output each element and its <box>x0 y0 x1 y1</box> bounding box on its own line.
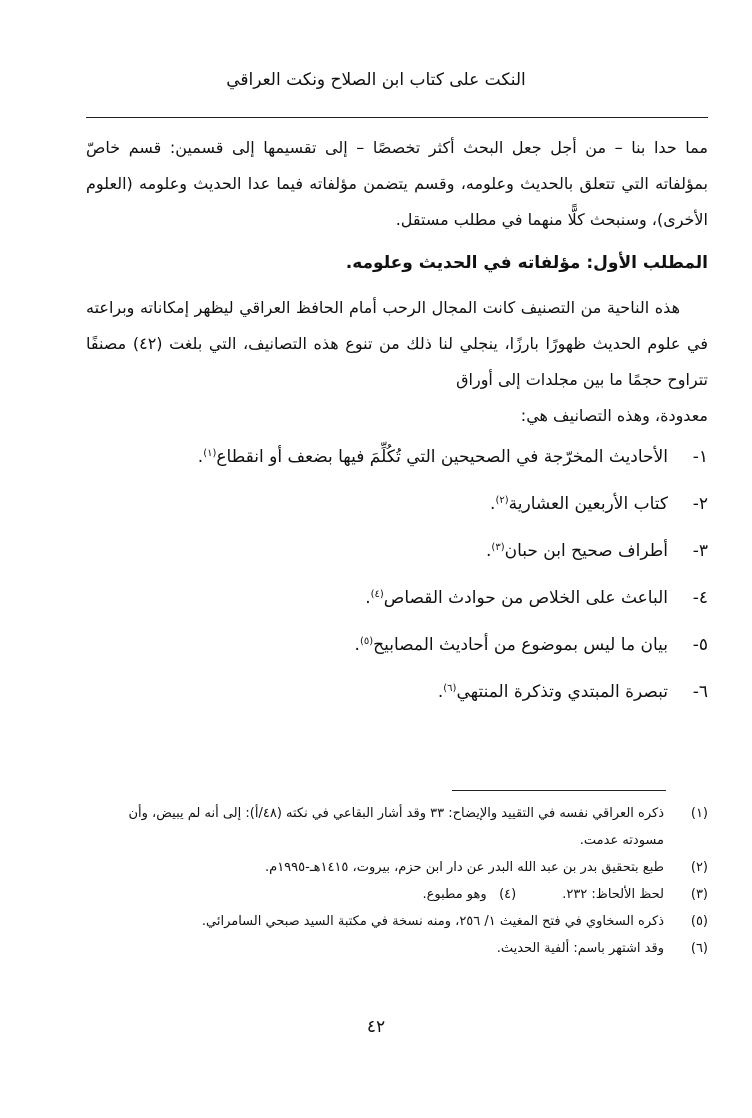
list-item-text: أطراف صحيح ابن حبان$^{(٣)}$. <box>486 541 668 561</box>
footnote-number: (٥) <box>690 914 708 929</box>
footnote-text: ذكره العراقي نفسه في التقييد والإيضاح: ٣٣ وقد أشار البقاعي في نكته (٤٨/أ): إلى أنه لم يبيض، وأن مسودته عدمت. <box>128 806 664 848</box>
list-item-title: أطراف صحيح ابن حبان <box>504 541 668 561</box>
footnote-text: وقد اشتهر باسم: ألفية الحديث. <box>496 941 664 956</box>
list-item-text: كتاب الأربعين العشارية$^{(٢)}$. <box>490 494 668 514</box>
list-item-title: تبصرة المبتدي وتذكرة المنتهي <box>456 682 668 702</box>
list-item-text: تبصرة المبتدي وتذكرة المنتهي$^{(٦)}$. <box>437 682 668 702</box>
list-item-text: الباعث على الخلاص من حوادث القصاص$^{(٤)}$. <box>365 588 668 608</box>
list-item-number: ٢- <box>692 494 708 514</box>
list-item <box>86 438 708 476</box>
list-item-title: الباعث على الخلاص من حوادث القصاص <box>383 588 668 608</box>
page-number: ٤٢ <box>366 1017 386 1037</box>
footnote-number: (١) <box>690 806 708 821</box>
footnote-number: (٣) <box>690 887 708 902</box>
footnote-text: ذكره السخاوي في فتح المغيث ١/ ٢٥٦، ومنه نسخة في مكتبة السيد صبحي السامرائي. <box>201 914 664 929</box>
section-heading: المطلب الأول: مؤلفاته في الحديث وعلومه. <box>345 253 708 273</box>
section-intro-paragraph: هذه الناحية من التصنيف كانت المجال الرحب أمام الحافظ العراقي ليظهر إمكاناته وبراعته في علوم الحديث ظهورًا بارزًا، ينجلي لنا ذلك من تنوع هذه التصانيف، التي بلغت (٤٢) مصنفًا تتراوح حجمًا ما بين مجلدات إلى أوراق <box>86 298 709 389</box>
main-text <box>86 130 708 720</box>
footnote <box>86 908 708 935</box>
footnote-ref[interactable]: (٤) <box>370 589 384 600</box>
footnote-ref[interactable]: (٥) <box>359 636 374 647</box>
list-item-title: بيان ما ليس بموضوع من أحاديث المصابيح <box>373 635 668 655</box>
footnote <box>86 881 708 908</box>
list-item <box>86 485 708 523</box>
footnote-ref[interactable]: (٦) <box>443 683 457 694</box>
footnote-rule <box>452 790 666 791</box>
footnotes <box>86 800 708 962</box>
list-item-number: ١- <box>692 447 708 467</box>
list-item <box>86 532 708 570</box>
footnote <box>86 854 708 881</box>
footnote <box>86 800 708 854</box>
section-intro-tail: معدودة، وهذه التصانيف هي: <box>520 406 708 425</box>
header-rule <box>86 117 708 118</box>
footnote-ref[interactable]: (٣) <box>491 542 505 553</box>
list-item-title: كتاب الأربعين العشارية <box>508 494 668 514</box>
footnote <box>86 935 708 962</box>
list-item <box>86 626 708 664</box>
footnote-text: طبع بتحقيق بدر بن عبد الله البدر عن دار ابن حزم، بيروت، ١٤١٥هـ-١٩٩٥م. <box>265 860 664 875</box>
list-item-text: بيان ما ليس بموضوع من أحاديث المصابيح$^{(٥)}$. <box>354 635 668 655</box>
footnote-text-inline: وهو مطبوع. <box>422 887 487 902</box>
intro-paragraph: مما حدا بنا – من أجل جعل البحث أكثر تخصصًا – إلى تقسيمها إلى قسمين: قسم خاصّ بمؤلفاته التي تتعلق بالحديث وعلومه، وقسم يتضمن مؤلفاته فيما عدا الحديث وعلومه (العلوم الأخرى)، وسنبحث كلًّا منهما في مطلب مستقل. <box>86 138 708 229</box>
footnote-number: (٦) <box>690 941 708 956</box>
running-head: النكت على كتاب ابن الصلاح ونكت العراقي <box>226 70 526 90</box>
list-item <box>86 579 708 617</box>
list-item-number: ٥- <box>692 635 708 655</box>
works-list <box>86 438 708 711</box>
footnote-text <box>86 881 664 908</box>
list-item-number: ٣- <box>692 541 708 561</box>
footnote-ref[interactable]: (٢) <box>495 495 509 506</box>
list-item-number: ٦- <box>692 682 708 702</box>
footnote-ref[interactable]: (١) <box>203 448 217 459</box>
list-item <box>86 673 708 711</box>
footnote-text-part: لحظ الألحاظ: ٢٣٢. <box>562 887 664 902</box>
footnote-number-inline: (٤) <box>499 887 517 902</box>
list-item-text: الأحاديث المخرّجة في الصحيحين التي تُكُلِّمَ فيها بضعف أو انقطاع$^{(١)}$. <box>197 447 668 467</box>
list-item-title: الأحاديث المخرّجة في الصحيحين التي تُكُلِّمَ فيها بضعف أو انقطاع <box>216 447 668 467</box>
footnote-number: (٢) <box>690 860 708 875</box>
list-item-number: ٤- <box>692 588 708 608</box>
